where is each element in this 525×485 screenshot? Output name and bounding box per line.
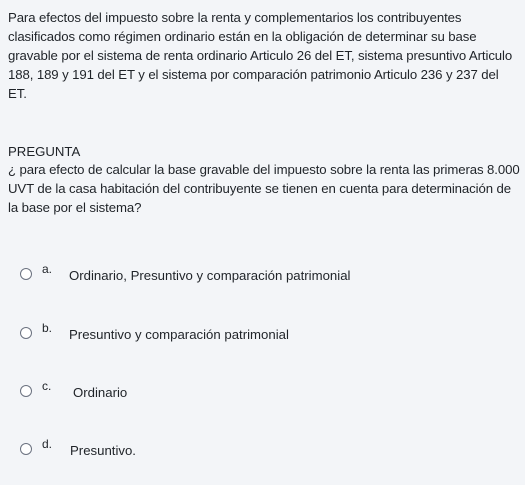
answer-option-a[interactable] [20,263,500,287]
question-text: ¿ para efecto de calcular la base gravable del impuesto sobre la renta las primeras 8.000 UVT de la casa habitación del contribuyente se tienen en cuenta para determinación de la base por el sistema? [8,162,520,215]
option-letter-b: b. [42,321,53,335]
radio-button-c[interactable] [20,385,32,397]
option-label-b[interactable]: Presuntivo y comparación patrimonial [69,327,289,342]
option-label-d[interactable]: Presuntivo. [70,443,136,458]
option-letter-a: a. [42,262,53,276]
question-heading: PREGUNTA [8,144,81,159]
option-letter-d: d. [42,437,53,451]
answer-option-c[interactable] [20,380,500,404]
answer-option-d[interactable] [20,438,500,462]
answer-option-b[interactable] [20,322,500,346]
question-context-text: Para efectos del impuesto sobre la renta y complementarios los contribuyentes clasificados como régimen ordinario están en la obligación de determinar su base gravable por el sistema de renta ordinario Articulo 26 del ET, sistema presuntivo Articulo 188, 189 y 191 del ET y el sistema por comparación patrimonio Articulo 236 y 237 del ET. [8,10,513,101]
radio-button-d[interactable] [20,443,32,455]
radio-button-b[interactable] [20,327,32,339]
option-letter-c: c. [42,379,52,393]
option-label-c[interactable]: Ordinario [73,385,128,400]
radio-button-a[interactable] [20,268,32,280]
option-label-a[interactable]: Ordinario, Presuntivo y comparación patrimonial [69,268,351,283]
